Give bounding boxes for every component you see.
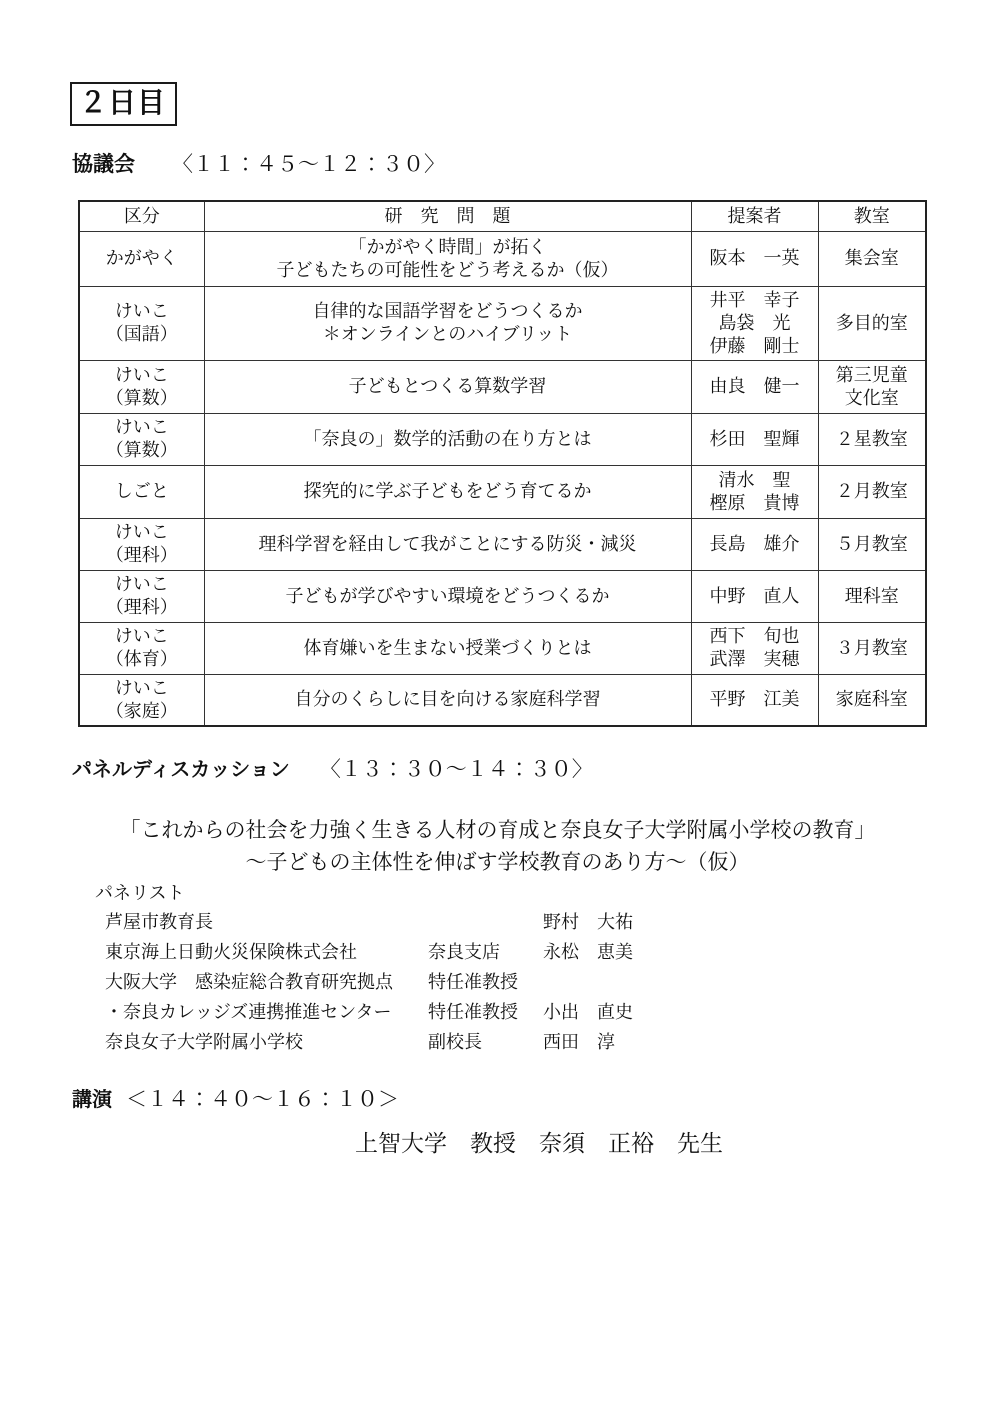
cell-problem: 自律的な国語学習をどうつくるか ＊オンラインとのハイブリット <box>204 286 691 360</box>
cell-room: 家庭科室 <box>818 674 926 726</box>
cell-proposers: 由良 健一 <box>691 360 818 413</box>
table-row <box>79 413 926 465</box>
lecture-section-heading <box>72 1087 925 1113</box>
panelist-org: 芦屋市教育長 <box>105 911 213 932</box>
cell-category: けいこ （家庭） <box>79 674 204 726</box>
cell-category: けいこ （理科） <box>79 518 204 570</box>
panel-section-heading <box>72 757 925 783</box>
cell-category: けいこ （体育） <box>79 622 204 674</box>
panelist-row <box>105 937 925 967</box>
cell-category: けいこ （算数） <box>79 413 204 465</box>
panel-title-block <box>70 815 925 879</box>
cell-problem: 探究的に学ぶ子どもをどう育てるか <box>204 465 691 518</box>
cell-proposers: 平野 江美 <box>691 674 818 726</box>
panel-time: 〈１３：３０～１４：３０〉 <box>319 757 593 781</box>
council-section-heading <box>72 152 925 178</box>
panelist-name: 西田 淳 <box>543 1031 615 1052</box>
cell-room: 理科室 <box>818 570 926 622</box>
cell-room: ５月教室 <box>818 518 926 570</box>
cell-proposers: 西下 旬也 武澤 実穂 <box>691 622 818 674</box>
table-row <box>79 286 926 360</box>
panelist-row <box>105 967 925 997</box>
cell-problem: 自分のくらしに目を向ける家庭科学習 <box>204 674 691 726</box>
table-row <box>79 518 926 570</box>
panelist-role: 特任准教授 <box>428 1001 518 1022</box>
cell-category: しごと <box>79 465 204 518</box>
panel-title: 「これからの社会を力強く生きる人材の育成と奈良女子大学附属小学校の教育」 <box>119 818 876 842</box>
council-heading-label: 協議会 <box>72 153 135 176</box>
cell-problem: 子どもとつくる算数学習 <box>204 360 691 413</box>
table-row <box>79 622 926 674</box>
panelist-row <box>105 1027 925 1057</box>
panel-subtitle: ～子どもの主体性を伸ばす学校教育のあり方～（仮） <box>245 850 750 874</box>
panelist-role: 副校長 <box>428 1031 482 1052</box>
council-table-header <box>79 201 926 231</box>
panelist-name: 小出 直史 <box>543 1001 633 1022</box>
lecture-time: ＜１４：４０～１６：１０＞ <box>126 1087 399 1111</box>
cell-proposers: 清水 聖 樫原 貴博 <box>691 465 818 518</box>
panelist-name: 永松 恵美 <box>543 941 633 962</box>
council-table <box>78 200 927 727</box>
cell-room: 集会室 <box>818 231 926 286</box>
council-time: 〈１１：４５～１２：３０〉 <box>172 153 445 176</box>
panelist-org: 東京海上日動火災保険株式会社 <box>105 941 357 962</box>
cell-proposers: 中野 直人 <box>691 570 818 622</box>
table-header-room: 教室 <box>818 201 926 231</box>
table-row <box>79 674 926 726</box>
day-label-box <box>70 82 177 126</box>
cell-category: けいこ （算数） <box>79 360 204 413</box>
cell-category: かがやく <box>79 231 204 286</box>
cell-problem: 「奈良の」数学的活動の在り方とは <box>204 413 691 465</box>
panel-heading-label: パネルディスカッション <box>72 758 290 781</box>
lecture-speaker: 上智大学 教授 奈須 正裕 先生 <box>355 1129 723 1156</box>
panelist-org: 大阪大学 感染症総合教育研究拠点 <box>105 971 393 992</box>
panelist-role: 特任准教授 <box>428 971 518 992</box>
table-row <box>79 465 926 518</box>
cell-problem: 「かがやく時間」が拓く 子どもたちの可能性をどう考えるか（仮） <box>204 231 691 286</box>
panelist-row <box>105 907 925 937</box>
cell-room: ２星教室 <box>818 413 926 465</box>
cell-room: 第三児童 文化室 <box>818 360 926 413</box>
lecture-heading-label: 講演 <box>72 1088 112 1111</box>
cell-room: ３月教室 <box>818 622 926 674</box>
panelist-row <box>105 997 925 1027</box>
panelist-role <box>428 907 543 937</box>
day-label: ２日目 <box>79 87 167 118</box>
cell-problem: 理科学習を経由して我がことにする防災・減災 <box>204 518 691 570</box>
table-header-problem: 研 究 問 題 <box>204 201 691 231</box>
cell-proposers: 長島 雄介 <box>691 518 818 570</box>
table-row <box>79 231 926 286</box>
cell-category: けいこ （理科） <box>79 570 204 622</box>
table-header-category: 区分 <box>79 201 204 231</box>
table-header-proposers: 提案者 <box>691 201 818 231</box>
panelist-org: 奈良女子大学附属小学校 <box>105 1031 303 1052</box>
panelist-role: 奈良支店 <box>428 941 500 962</box>
cell-category: けいこ （国語） <box>79 286 204 360</box>
cell-room: 多目的室 <box>818 286 926 360</box>
council-table-body <box>79 231 926 726</box>
panelist-org: ・奈良カレッジズ連携推進センター <box>105 1001 392 1022</box>
table-header-row <box>79 201 926 231</box>
table-row <box>79 570 926 622</box>
cell-proposers: 杉田 聖輝 <box>691 413 818 465</box>
cell-proposers: 阪本 一英 <box>691 231 818 286</box>
table-row <box>79 360 926 413</box>
cell-proposers: 井平 幸子 島袋 光 伊藤 剛士 <box>691 286 818 360</box>
cell-problem: 体育嫌いを生まない授業づくりとは <box>204 622 691 674</box>
cell-room: ２月教室 <box>818 465 926 518</box>
panelists-label: パネリスト <box>95 882 185 903</box>
cell-problem: 子どもが学びやすい環境をどうつくるか <box>204 570 691 622</box>
panelist-list <box>105 907 925 1057</box>
panelist-name: 野村 大祐 <box>543 911 633 932</box>
